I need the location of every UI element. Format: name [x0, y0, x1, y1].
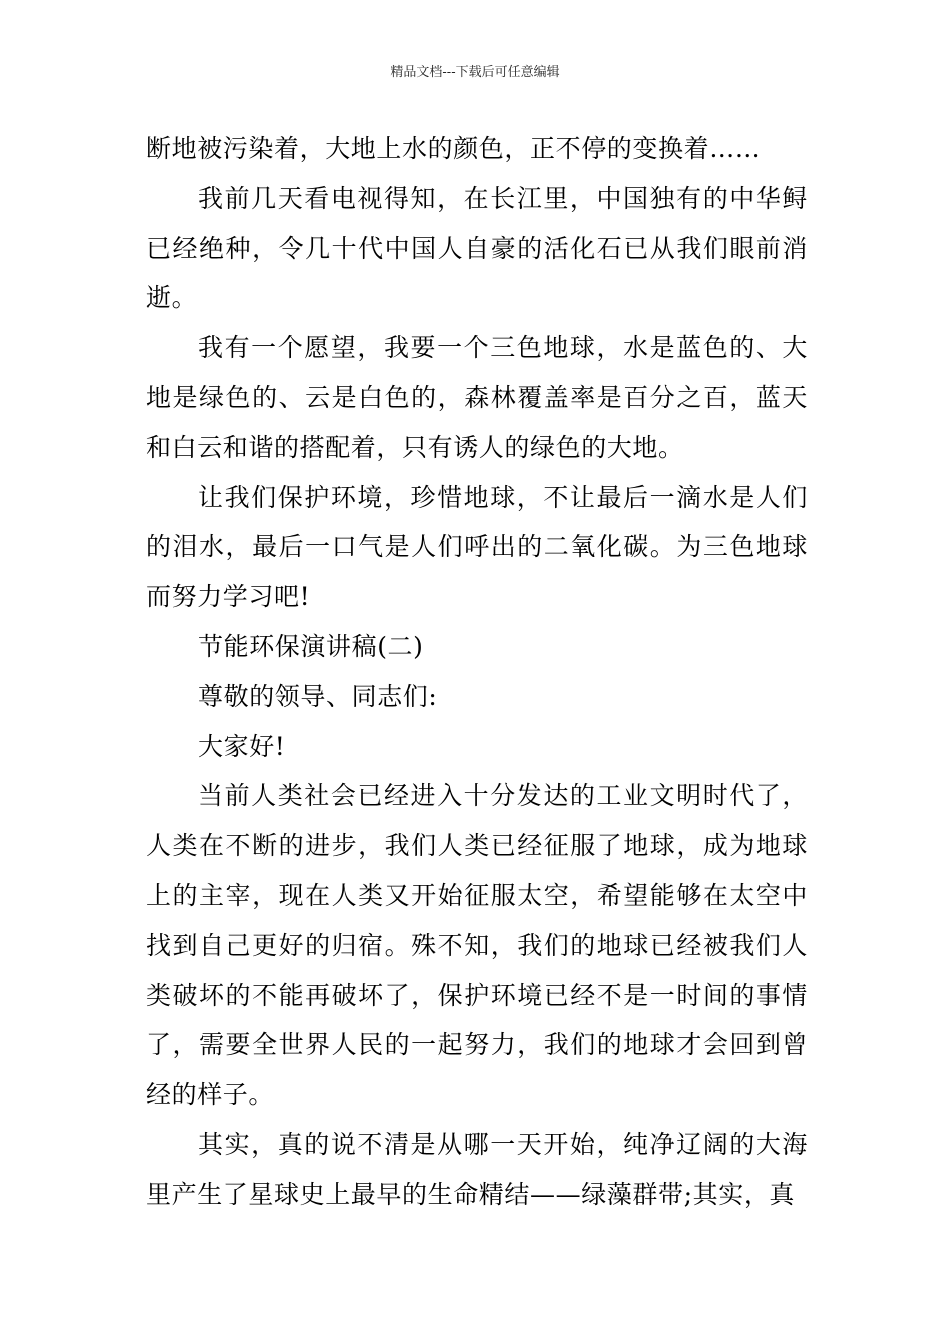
- greeting: 大家好!: [198, 731, 286, 761]
- document-body: [146, 124, 808, 1220]
- salutation: 尊敬的领导、同志们:: [198, 681, 438, 711]
- paragraph-4: 让我们保护环境，珍惜地球，不让最后一滴水是人们的泪水，最后一口气是人们呼出的二氧化碳。为三色地球而努力学习吧!: [146, 482, 808, 612]
- section-title: 节能环保演讲稿(二): [198, 631, 424, 661]
- paragraph-6: 其实，真的说不清是从哪一天开始，纯净辽阔的大海里产生了星球史上最早的生命精结——绿藻群带;其实，真: [146, 1129, 808, 1209]
- paragraph-5: 当前人类社会已经进入十分发达的工业文明时代了，人类在不断的进步，我们人类已经征服了地球，成为地球上的主宰，现在人类又开始征服太空，希望能够在太空中找到自己更好的归宿。殊不知，我们的地球已经被我们人类破坏的不能再破坏了，保护环境已经不是一时间的事情了，需要全世界人民的一起努力，我们的地球才会回到曾经的样子。: [146, 781, 808, 1110]
- paragraph-2: 我前几天看电视得知，在长江里，中国独有的中华鲟已经绝种，令几十代中国人自豪的活化石已从我们眼前消逝。: [146, 183, 808, 313]
- paragraph-1: 断地被污染着，大地上水的颜色，正不停的变换着……: [146, 134, 761, 163]
- paragraph-3: 我有一个愿望，我要一个三色地球，水是蓝色的、大地是绿色的、云是白色的，森林覆盖率是百分之百，蓝天和白云和谐的搭配着，只有诱人的绿色的大地。: [146, 333, 808, 462]
- page-header: 精品文档---下载后可任意编辑: [390, 65, 560, 80]
